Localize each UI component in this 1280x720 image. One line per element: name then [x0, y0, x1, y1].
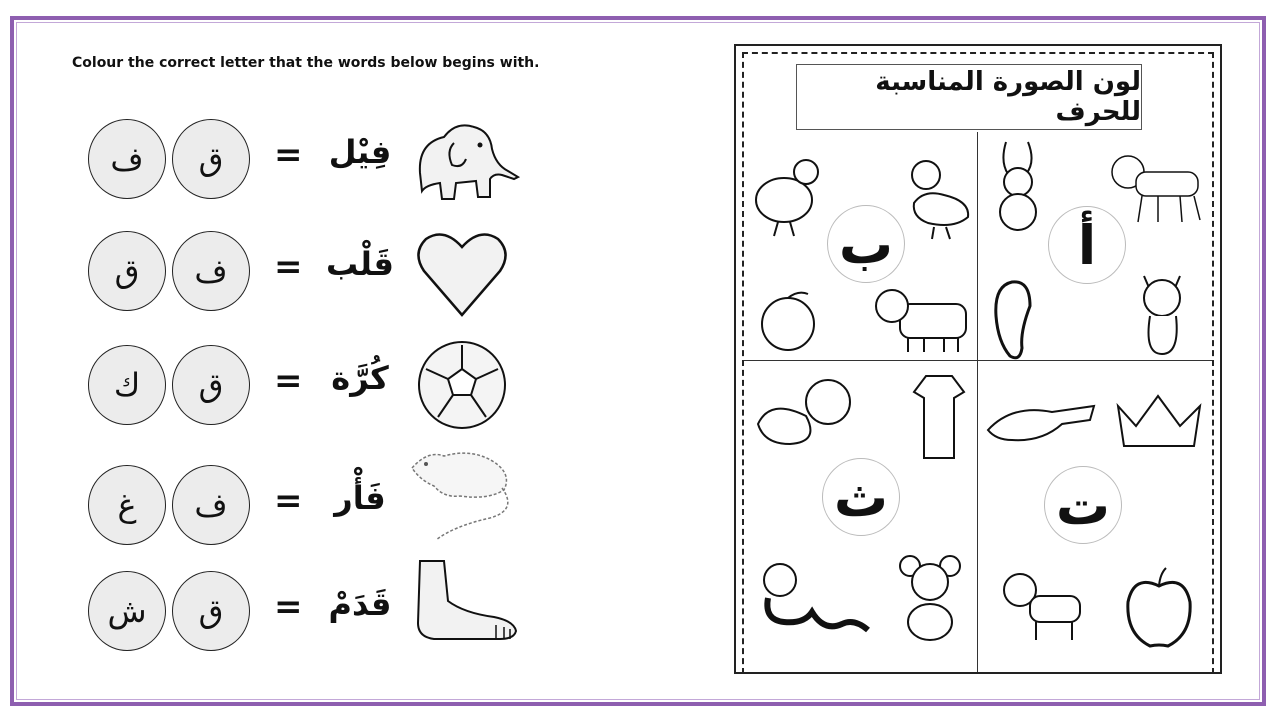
letter-choice[interactable]: ش [88, 571, 166, 651]
lion-icon [1110, 150, 1208, 226]
divider-vertical [977, 132, 978, 672]
letter-choice[interactable]: ف [88, 119, 166, 199]
equals-sign: = [274, 481, 303, 521]
apple-icon [1120, 564, 1198, 650]
letter-choice[interactable]: ق [172, 345, 250, 425]
cow-icon [872, 282, 976, 356]
heart-icon [404, 225, 524, 317]
hen-icon [748, 148, 826, 240]
exercise-row [88, 119, 528, 205]
arabic-word: قَلْب [326, 245, 394, 283]
letter-choice[interactable]: ق [172, 119, 250, 199]
letter-choice[interactable]: غ [88, 465, 166, 545]
equals-sign: = [274, 361, 303, 401]
exercise-row [88, 231, 528, 317]
exercise-row [88, 571, 528, 657]
arabic-word: فِيْل [328, 133, 392, 171]
letter-circle: أ [1048, 206, 1126, 284]
cat-icon [1130, 266, 1202, 356]
mouse-icon [894, 552, 976, 644]
letter-circle: ت [1044, 466, 1122, 544]
letter-choice[interactable]: ك [88, 345, 166, 425]
dress-icon [906, 372, 972, 460]
exercise-row [88, 465, 528, 551]
equals-sign: = [274, 135, 303, 175]
letter-choice[interactable]: ف [172, 465, 250, 545]
foot-icon [404, 557, 524, 649]
panel-title: لون الصورة المناسبة للحرف [796, 64, 1142, 130]
instruction-text: Colour the correct letter that the words below begins with. [72, 55, 540, 71]
letter-choice[interactable]: ق [88, 231, 166, 311]
mouse-icon [404, 431, 524, 541]
elephant-icon [404, 113, 524, 205]
crown-icon [1112, 390, 1206, 454]
arabic-word: كُرَّة [331, 359, 389, 397]
fox-icon [750, 372, 860, 450]
orange-icon [758, 288, 820, 352]
ear-icon [990, 276, 1040, 360]
arabic-word: قَدَمْ [328, 585, 392, 623]
letter-choice[interactable]: ف [172, 231, 250, 311]
equals-sign: = [274, 587, 303, 627]
letter-choice[interactable]: ق [172, 571, 250, 651]
soccer-ball-icon [404, 339, 524, 431]
crocodile-icon [982, 390, 1100, 452]
goat-icon [998, 566, 1086, 644]
letter-circle: ب [827, 205, 905, 283]
divider-horizontal [744, 360, 1212, 361]
rabbit-icon [986, 138, 1052, 234]
exercise-row [88, 345, 528, 431]
letter-circle: ث [822, 458, 900, 536]
equals-sign: = [274, 247, 303, 287]
snake-icon [758, 560, 872, 640]
duck-icon [904, 155, 974, 241]
arabic-word: فَأْر [334, 479, 386, 517]
